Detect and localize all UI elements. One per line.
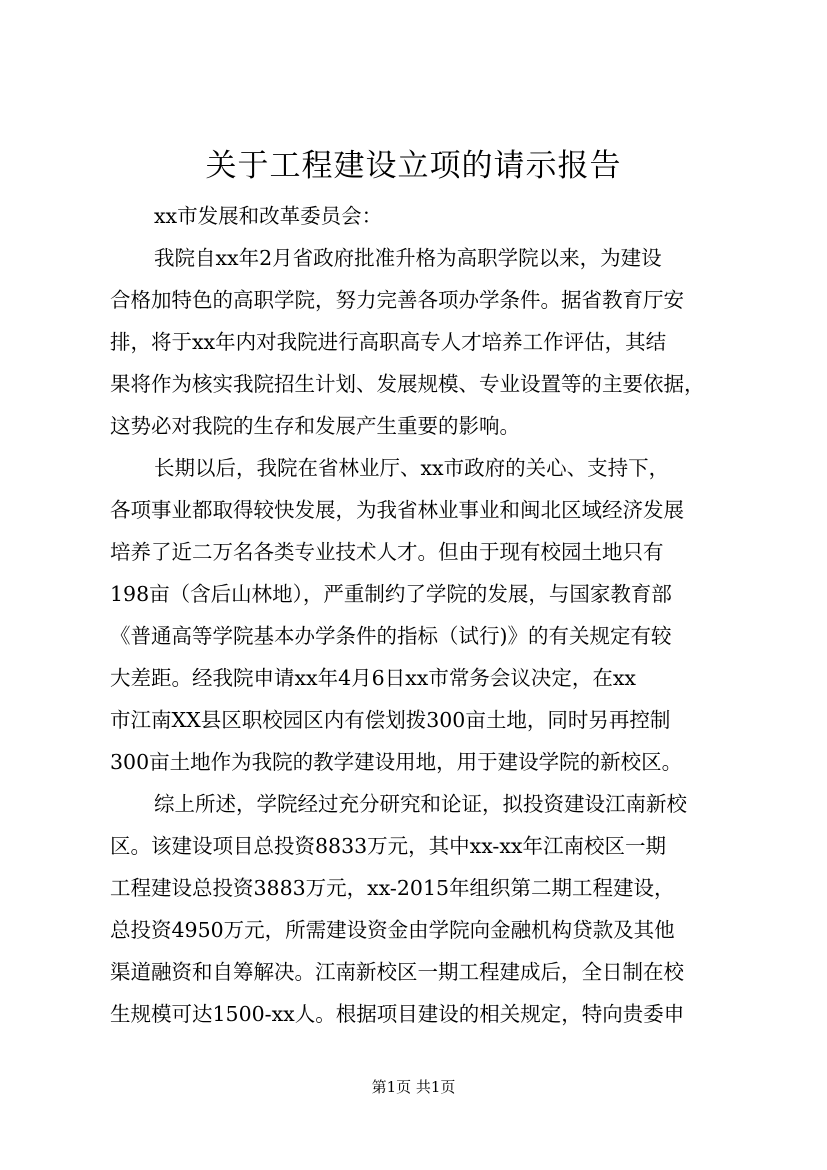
paragraph-line: 区。该建设项目总投资8833万元，其中xx-xx年江南校区一期 xyxy=(110,834,666,858)
paragraph-line: 综上所述，学院经过充分研究和论证，拟投资建设江南新校 xyxy=(154,792,687,816)
paragraph-line: 大差距。经我院申请xx年4月6日xx市常务会议决定，在xx xyxy=(110,666,636,690)
paragraph-line: 这势必对我院的生存和发展产生重要的影响。 xyxy=(110,414,520,438)
paragraph-line: 各项事业都取得较快发展，为我省林业事业和闽北区域经济发展 xyxy=(110,498,684,522)
paragraph-line: 300亩土地作为我院的教学建设用地，用于建设学院的新校区。 xyxy=(110,750,683,774)
paragraph-line: 生规模可达1500-xx人。根据项目建设的相关规定，特向贵委申 xyxy=(110,1002,685,1026)
paragraph-line: 培养了近二万名各类专业技术人才。但由于现有校园土地只有 xyxy=(110,540,664,564)
salutation: xx市发展和改革委员会： xyxy=(154,204,383,228)
paragraph-line: 我院自xx年2月省政府批准升格为高职学院以来，为建设 xyxy=(154,246,662,270)
paragraph-line: 排，将于xx年内对我院进行高职高专人才培养工作评估，其结 xyxy=(110,330,667,354)
paragraph-2 xyxy=(110,447,720,783)
paragraph-line: 渠道融资和自筹解决。江南新校区一期工程建成后，全日制在校 xyxy=(110,960,684,984)
document-title: 关于工程建设立项的请示报告 xyxy=(205,148,622,184)
paragraph-3 xyxy=(110,783,720,1035)
paragraph-line: 《普通高等学院基本办学条件的指标（试行)》的有关规定有较 xyxy=(110,624,672,648)
paragraph-line: 长期以后，我院在省林业厅、xx市政府的关心、支持下， xyxy=(154,456,670,480)
page-footer: 第1页 共1页 xyxy=(371,1078,456,1096)
paragraph-line: 工程建设总投资3883万元，xx-2015年组织第二期工程建设， xyxy=(110,876,675,900)
paragraph-line: 198亩（含后山林地），严重制约了学院的发展，与国家教育部 xyxy=(110,582,672,606)
paragraph-line: 合格加特色的高职学院，努力完善各项办学条件。据省教育厅安 xyxy=(110,288,684,312)
paragraph-line: 市江南XX县区职校园区内有偿划拨300亩土地，同时另再控制 xyxy=(110,708,671,732)
paragraph-line: 总投资4950万元，所需建设资金由学院向金融机构贷款及其他 xyxy=(110,918,675,942)
salutation-block xyxy=(110,195,720,237)
paragraph-1 xyxy=(110,237,720,447)
paragraph-line: 果将作为核实我院招生计划、发展规模、专业设置等的主要依据， xyxy=(110,372,705,396)
